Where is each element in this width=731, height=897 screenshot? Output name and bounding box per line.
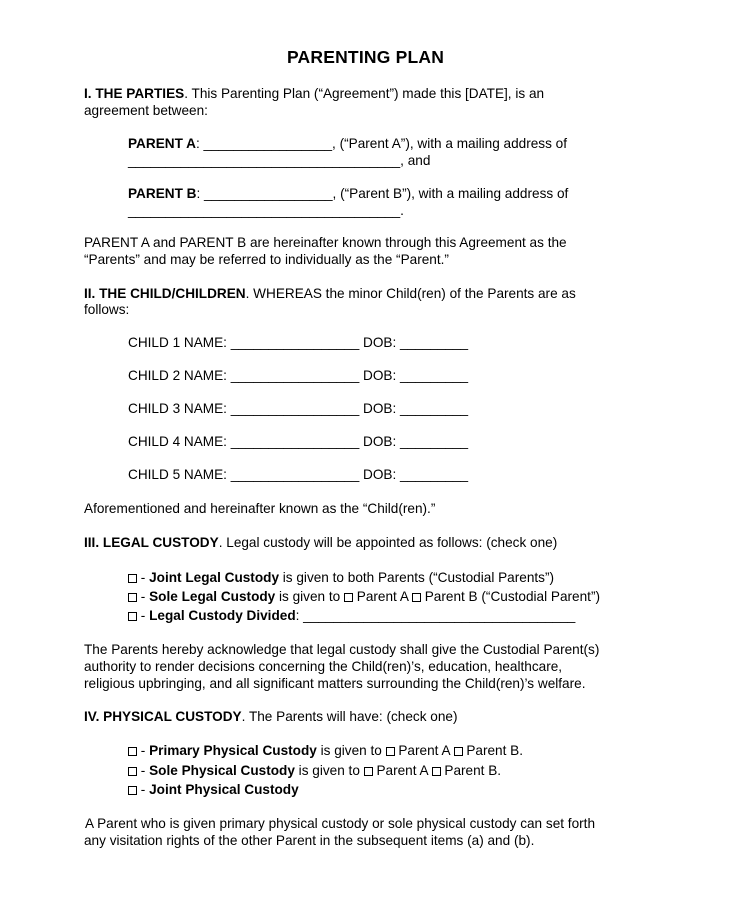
child-row: CHILD 1 NAME: _________________ DOB: _________ [128,335,469,350]
parent-a-label: PARENT A [128,136,196,151]
legal-custody-intro-text: . Legal custody will be appointed as follows: (check one) [218,535,558,550]
legal-option-sole [128,588,600,605]
physical-sole-parent-a-checkbox[interactable] [364,767,373,776]
dash: - [137,743,150,758]
legal-joint-label: Joint Legal Custody [149,570,279,585]
physical-primary-label: Primary Physical Custody [149,743,317,758]
legal-option-joint [128,569,554,586]
physical-option-sole [128,762,501,779]
parents-definition-line-1: PARENT A and PARENT B are hereinafter known through this Agreement as the [84,235,567,250]
physical-custody-heading: IV. PHYSICAL CUSTODY [84,709,242,724]
physical-primary-text: is given to [316,743,386,758]
visitation-line-1: A Parent who is given primary physical custody or sole physical custody can set forth [85,816,596,831]
legal-sole-parent-b-checkbox[interactable] [412,593,421,602]
physical-primary-parent-b-label: Parent B. [462,743,523,758]
parent-a-line [128,135,567,152]
parent-b-line [128,185,568,202]
physical-sole-parent-b-label: Parent B. [440,763,502,778]
physical-sole-parent-b-checkbox[interactable] [432,767,441,776]
physical-primary-parent-a-checkbox[interactable] [386,747,395,756]
physical-option-joint [128,781,299,798]
parent-a-name-field: : _________________, (“Parent A”), with a mailing address of [195,136,568,151]
physical-sole-checkbox[interactable] [128,767,137,776]
parties-intro-text: . This Parenting Plan (“Agreement”) made this [DATE], is an [184,86,545,101]
dash: - [137,589,150,604]
physical-sole-label: Sole Physical Custody [149,763,295,778]
legal-option-divided [128,607,575,624]
child-row: CHILD 2 NAME: _________________ DOB: _________ [128,368,469,383]
legal-ack-line-1: The Parents hereby acknowledge that legal custody shall give the Custodial Parent(s) [84,642,600,657]
legal-sole-label: Sole Legal Custody [149,589,276,604]
parents-definition-line-2: “Parents” and may be referred to individually as the “Parent.” [84,252,449,267]
legal-ack-line-3: religious upbringing, and all significant matters surrounding the Child(ren)’s welfare. [84,676,586,691]
legal-divided-field: : ____________________________________ [295,608,576,623]
parent-b-address-field: ____________________________________. [128,203,404,218]
legal-custody-heading: III. LEGAL CUSTODY [84,535,219,550]
child-row: CHILD 3 NAME: _________________ DOB: _________ [128,401,469,416]
parent-b-label: PARENT B [128,186,197,201]
children-intro-line-1 [84,285,576,302]
physical-sole-text: is given to [294,763,364,778]
physical-option-primary [128,742,523,759]
parties-intro-line-1 [84,85,544,102]
children-intro-line-2: follows: [84,302,130,317]
legal-custody-intro [84,534,557,551]
legal-sole-parent-b-label: Parent B (“Custodial Parent”) [420,589,601,604]
legal-sole-checkbox[interactable] [128,593,137,602]
physical-primary-parent-a-label: Parent A [394,743,454,758]
physical-joint-checkbox[interactable] [128,786,137,795]
document-title: PARENTING PLAN [286,47,445,67]
physical-primary-checkbox[interactable] [128,747,137,756]
physical-sole-parent-a-label: Parent A [372,763,432,778]
legal-divided-checkbox[interactable] [128,612,137,621]
child-row: CHILD 4 NAME: _________________ DOB: _________ [128,434,469,449]
physical-primary-parent-b-checkbox[interactable] [454,747,463,756]
legal-sole-text: is given to [275,589,344,604]
child-row: CHILD 5 NAME: _________________ DOB: _________ [128,467,469,482]
parties-intro-line-2: agreement between: [84,103,208,118]
children-intro-text: . WHEREAS the minor Child(ren) of the Parents are as [245,286,576,301]
visitation-line-2: any visitation rights of the other Parent in the subsequent items (a) and (b). [84,833,535,848]
legal-sole-parent-a-checkbox[interactable] [344,593,353,602]
dash: - [137,763,150,778]
legal-joint-checkbox[interactable] [128,574,137,583]
children-heading: II. THE CHILD/CHILDREN [84,286,246,301]
dash: - [137,570,150,585]
physical-joint-label: Joint Physical Custody [149,782,299,797]
dash: - [137,782,150,797]
physical-custody-intro [84,708,457,725]
dash: - [137,608,150,623]
legal-divided-label: Legal Custody Divided [149,608,296,623]
legal-ack-line-2: authority to render decisions concerning the Child(ren)’s, education, healthcare, [84,659,563,674]
legal-joint-text: is given to both Parents (“Custodial Parents”) [279,570,555,585]
children-definition: Aforementioned and hereinafter known as the “Child(ren).” [84,501,436,516]
parent-b-name-field: : _________________, (“Parent B”), with a mailing address of [196,186,569,201]
parties-heading: I. THE PARTIES [84,86,185,101]
legal-sole-parent-a-label: Parent A [353,589,412,604]
parent-a-address-field: ____________________________________, and [128,153,431,168]
physical-custody-intro-text: . The Parents will have: (check one) [241,709,458,724]
